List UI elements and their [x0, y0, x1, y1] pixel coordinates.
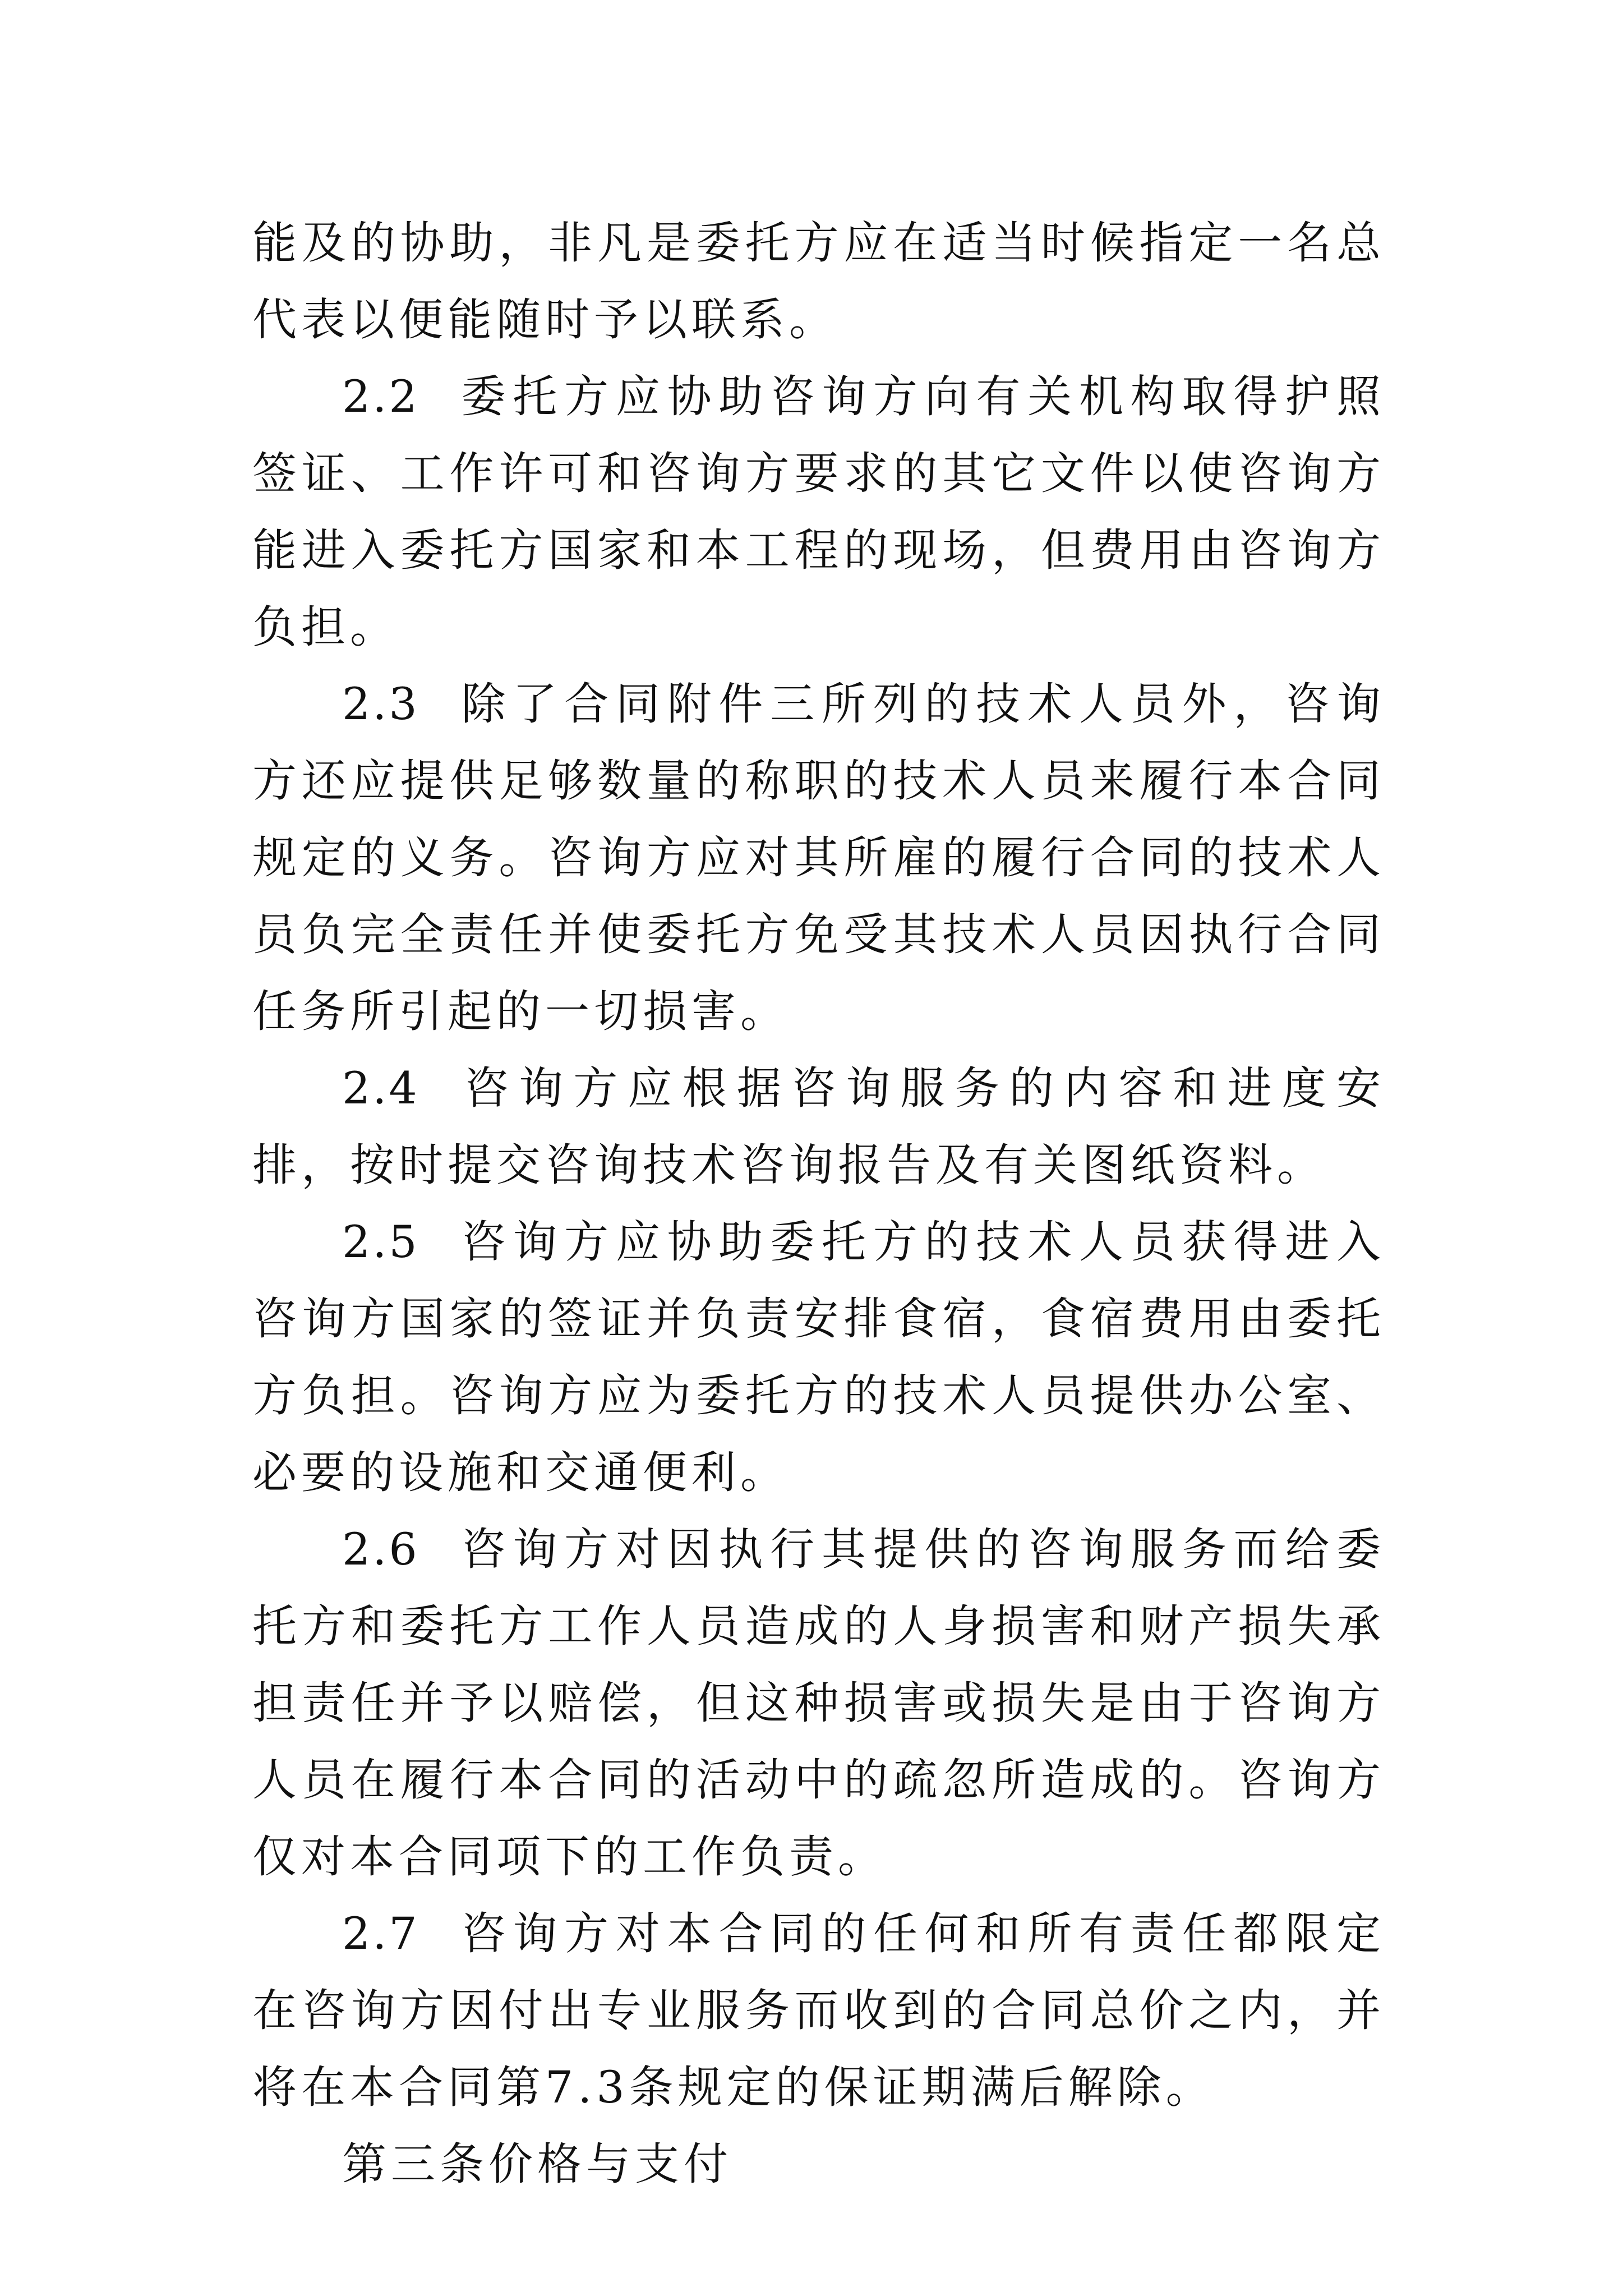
clause-text: 咨询方应根据咨询服务的内容和进度安排，按时提交咨询技术咨询报告及有关图纸资料。: [252, 1062, 1385, 1191]
clause-2-5: [252, 1204, 1385, 1511]
clause-2-3: [252, 666, 1385, 1050]
clause-text: 除了合同附件三所列的技术人员外，咨询方还应提供足够数量的称职的技术人员来履行本合同规定的义务。咨询方应对其所雇的履行合同的技术人员负完全责任并使委托方免受其技术人员因执行合同任务所引起的一切损害。: [252, 678, 1385, 1037]
clause-number: 2.3: [342, 678, 419, 730]
clause-text: 委托方应协助咨询方向有关机构取得护照签证、工作许可和咨询方要求的其它文件以使咨询方能进入委托方国家和本工程的现场，但费用由咨询方负担。: [252, 371, 1385, 653]
clause-number: 2.2: [342, 371, 419, 422]
clause-text: 咨询方应协助委托方的技术人员获得进入咨询方国家的签证并负责安排食宿，食宿费用由委托方负担。咨询方应为委托方的技术人员提供办公室、必要的设施和交通便利。: [252, 1216, 1385, 1498]
paragraph-continuation: [252, 205, 1385, 358]
clause-number: 2.7: [342, 1908, 419, 1959]
clause-2-7: [252, 1895, 1385, 2126]
paragraph-text: 能及的协助，非凡是委托方应在适当时候指定一名总代表以便能随时予以联系。: [252, 217, 1385, 346]
clause-number: 2.6: [342, 1524, 419, 1575]
clause-2-2: [252, 358, 1385, 666]
clause-number: 2.5: [342, 1216, 419, 1268]
clause-number: 2.4: [342, 1062, 419, 1114]
clause-text: 咨询方对因执行其提供的咨询服务而给委托方和委托方工作人员造成的人身损害和财产损失承担责任并予以赔偿，但这种损害或损失是由于咨询方人员在履行本合同的活动中的疏忽所造成的。咨询方仅对本合同项下的工作负责。: [252, 1524, 1385, 1883]
section-heading: 第三条价格与支付: [342, 2138, 732, 2190]
clause-2-6: [252, 1511, 1385, 1895]
clause-2-4: [252, 1050, 1385, 1204]
document-body: [252, 205, 1385, 2203]
clause-text: 咨询方对本合同的任何和所有责任都限定在咨询方因付出专业服务而收到的合同总价之内，并将在本合同第7.3条规定的保证期满后解除。: [252, 1908, 1385, 2113]
